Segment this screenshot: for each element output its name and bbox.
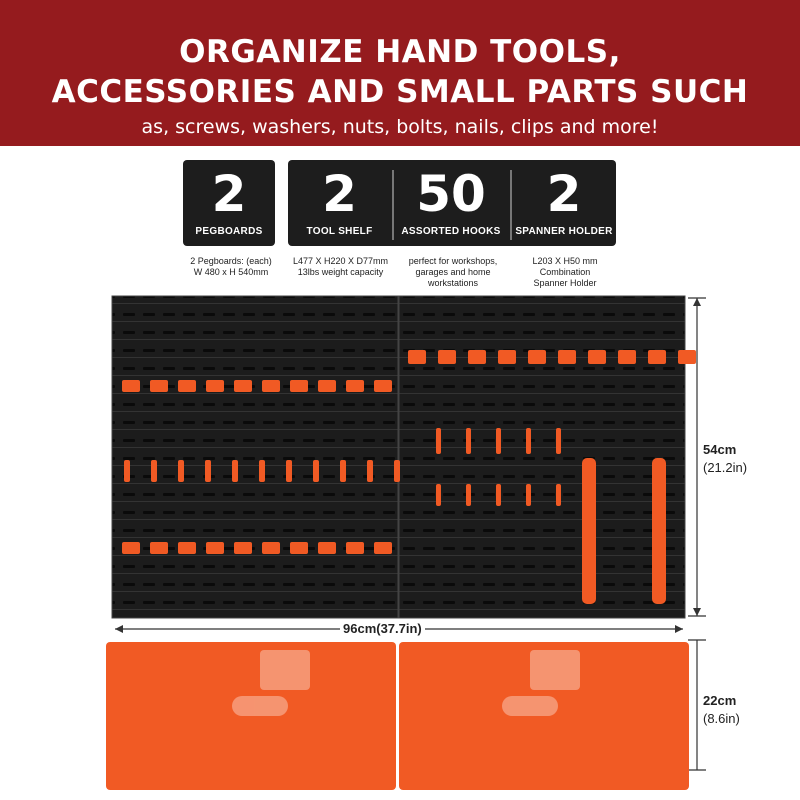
hook-icon [259,460,265,482]
desc-line: garages and home [415,267,491,277]
hook-icon [234,542,252,554]
hook-icon [262,542,280,554]
hook-icon [151,460,157,482]
hook-icon [438,350,456,364]
desc-line: 2 Pegboards: (each) [190,256,272,266]
tool-shelf-left [106,642,396,790]
hook-icon [232,460,238,482]
hook-icon [346,542,364,554]
width-label: 96cm(37.7in) [340,621,425,636]
hook-icon [374,380,392,392]
hook-icon [436,484,441,506]
spanner-holder-icon [652,458,666,604]
stat-label: SPANNER HOLDER [515,226,613,237]
stat-number: 2 [322,165,357,223]
pegboard-right [399,296,685,618]
hook-icon [234,380,252,392]
stat-label: TOOL SHELF [306,226,373,237]
hook-icon [178,542,196,554]
height-in-label: (21.2in) [703,460,748,475]
hook-icon [122,542,140,554]
hook-icon [286,460,292,482]
hook-icon [367,460,373,482]
hook-icon [496,484,501,506]
hook-icon [556,428,561,454]
hook-icon [588,350,606,364]
hook-icon [648,350,666,364]
shelf-in-label: (8.6in) [703,711,740,726]
desc-line: L477 X H220 X D77mm [292,256,389,266]
hook-icon [178,380,196,392]
desc-line: Combination [539,267,591,277]
headline-line-1: ORGANIZE HAND TOOLS, [179,34,621,70]
desc-line: 13lbs weight capacity [297,267,384,277]
hook-icon [374,542,392,554]
hook-icon [178,460,184,482]
hook-icon [466,484,471,506]
hook-icon [466,428,471,454]
hook-icon [150,380,168,392]
desc-line: L203 X H50 mm [532,256,598,266]
desc-line: Spanner Holder [533,278,597,288]
hook-icon [558,350,576,364]
stat-number: 50 [416,165,486,223]
hook-icon [526,428,531,454]
hook-icon [150,542,168,554]
stat-number: 2 [211,165,247,223]
stat-label: PEGBOARDS [195,226,263,237]
headline-line-2: ACCESSORIES AND SMALL PARTS SUCH [51,74,749,110]
hook-icon [498,350,516,364]
stat-number: 2 [546,165,582,223]
hook-icon [468,350,486,364]
desc-line: perfect for workshops, [408,256,498,266]
headline-subtitle: as, screws, washers, nuts, bolts, nails, clips and more! [141,116,659,138]
pegboard-left [112,296,398,618]
hook-icon [556,484,561,506]
hook-icon [394,460,400,482]
hook-icon [290,542,308,554]
hook-icon [346,380,364,392]
hook-icon [526,484,531,506]
hook-icon [124,460,130,482]
height-cm-label: 54cm [703,442,737,457]
shelf-cm-label: 22cm [703,693,737,708]
hook-icon [496,428,501,454]
hook-icon [408,350,426,364]
hook-icon [436,428,441,454]
stat-label: ASSORTED HOOKS [401,226,501,237]
hook-icon [122,380,140,392]
desc-line: workstations [427,278,479,288]
hook-icon [206,542,224,554]
hook-icon [678,350,696,364]
height-dimension [688,298,706,616]
hook-icon [205,460,211,482]
hook-icon [618,350,636,364]
spanner-holder-icon [582,458,596,604]
hook-icon [340,460,346,482]
hook-icon [528,350,546,364]
tool-shelf-right [399,642,689,790]
hook-icon [206,380,224,392]
hook-icon [313,460,319,482]
hook-icon [318,380,336,392]
hook-icon [318,542,336,554]
hook-icon [262,380,280,392]
hook-icon [290,380,308,392]
desc-line: W 480 x H 540mm [193,267,269,277]
